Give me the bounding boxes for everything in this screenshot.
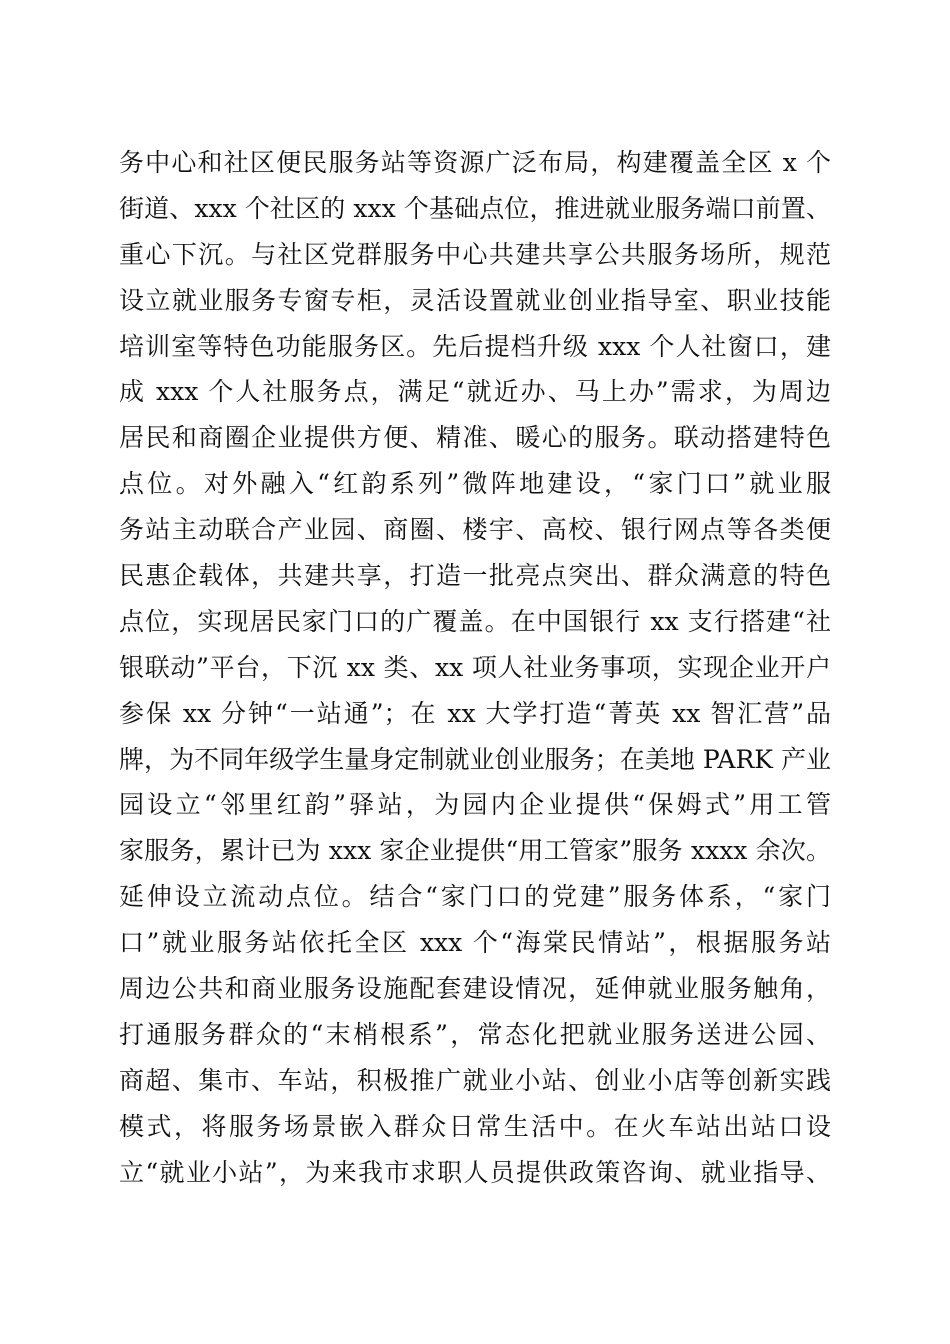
text-line: 模式，将服务场景嵌入群众日常生活中。在火车站出站口设: [119, 1111, 831, 1141]
text-line: 民惠企载体，共建共享，打造一批亮点突出、群众满意的特色: [119, 561, 831, 591]
text-line: 成 xxx 个人社服务点，满足“就近办、马上办”需求，为周边: [119, 377, 831, 407]
text-line: 参保 xx 分钟“一站通”；在 xx 大学打造“菁英 xx 智汇营”品: [119, 698, 831, 728]
text-line: 商超、集市、车站，积极推广就业小站、创业小店等创新实践: [119, 1065, 831, 1095]
body-paragraph: [119, 140, 831, 1195]
text-line: 居民和商圈企业提供方便、精准、暖心的服务。联动搭建特色: [119, 423, 831, 453]
text-line: 务站主动联合产业园、商圈、楼宇、高校、银行网点等各类便: [119, 515, 831, 545]
text-line: 点位。对外融入“红韵系列”微阵地建设，“家门口”就业服: [119, 469, 831, 499]
text-line: 务中心和社区便民服务站等资源广泛布局，构建覆盖全区 x 个: [119, 148, 831, 177]
text-line: 培训室等特色功能服务区。先后提档升级 xxx 个人社窗口，建: [119, 331, 831, 361]
text-line: 点位，实现居民家门口的广覆盖。在中国银行 xx 支行搭建“社: [119, 606, 831, 636]
text-line: 园设立“邻里红韵”驿站，为园内企业提供“保姆式”用工管: [119, 790, 831, 820]
text-line: 口”就业服务站依托全区 xxx 个“海棠民情站”，根据服务站: [119, 928, 831, 958]
text-line: 设立就业服务专窗专柜，灵活设置就业创业指导室、职业技能: [119, 285, 831, 315]
text-line: 打通服务群众的“末梢根系”，常态化把就业服务送进公园、: [119, 1019, 831, 1049]
text-line: 家服务，累计已为 xxx 家企业提供“用工管家”服务 xxxx 余次。: [119, 836, 831, 866]
text-line: 街道、xxx 个社区的 xxx 个基础点位，推进就业服务端口前置、: [119, 193, 831, 223]
text-line: 重心下沉。与社区党群服务中心共建共享公共服务场所，规范: [119, 239, 831, 269]
text-line: 银联动”平台，下沉 xx 类、xx 项人社业务事项，实现企业开户: [119, 652, 831, 682]
text-line: 立“就业小站”，为来我市求职人员提供政策咨询、就业指导、: [119, 1157, 831, 1187]
text-line: 周边公共和商业服务设施配套建设情况，延伸就业服务触角，: [119, 974, 831, 1004]
text-line: 牌，为不同年级学生量身定制就业创业服务；在美地 PARK 产业: [119, 744, 831, 774]
text-line: 延伸设立流动点位。结合“家门口的党建”服务体系，“家门: [119, 882, 831, 912]
